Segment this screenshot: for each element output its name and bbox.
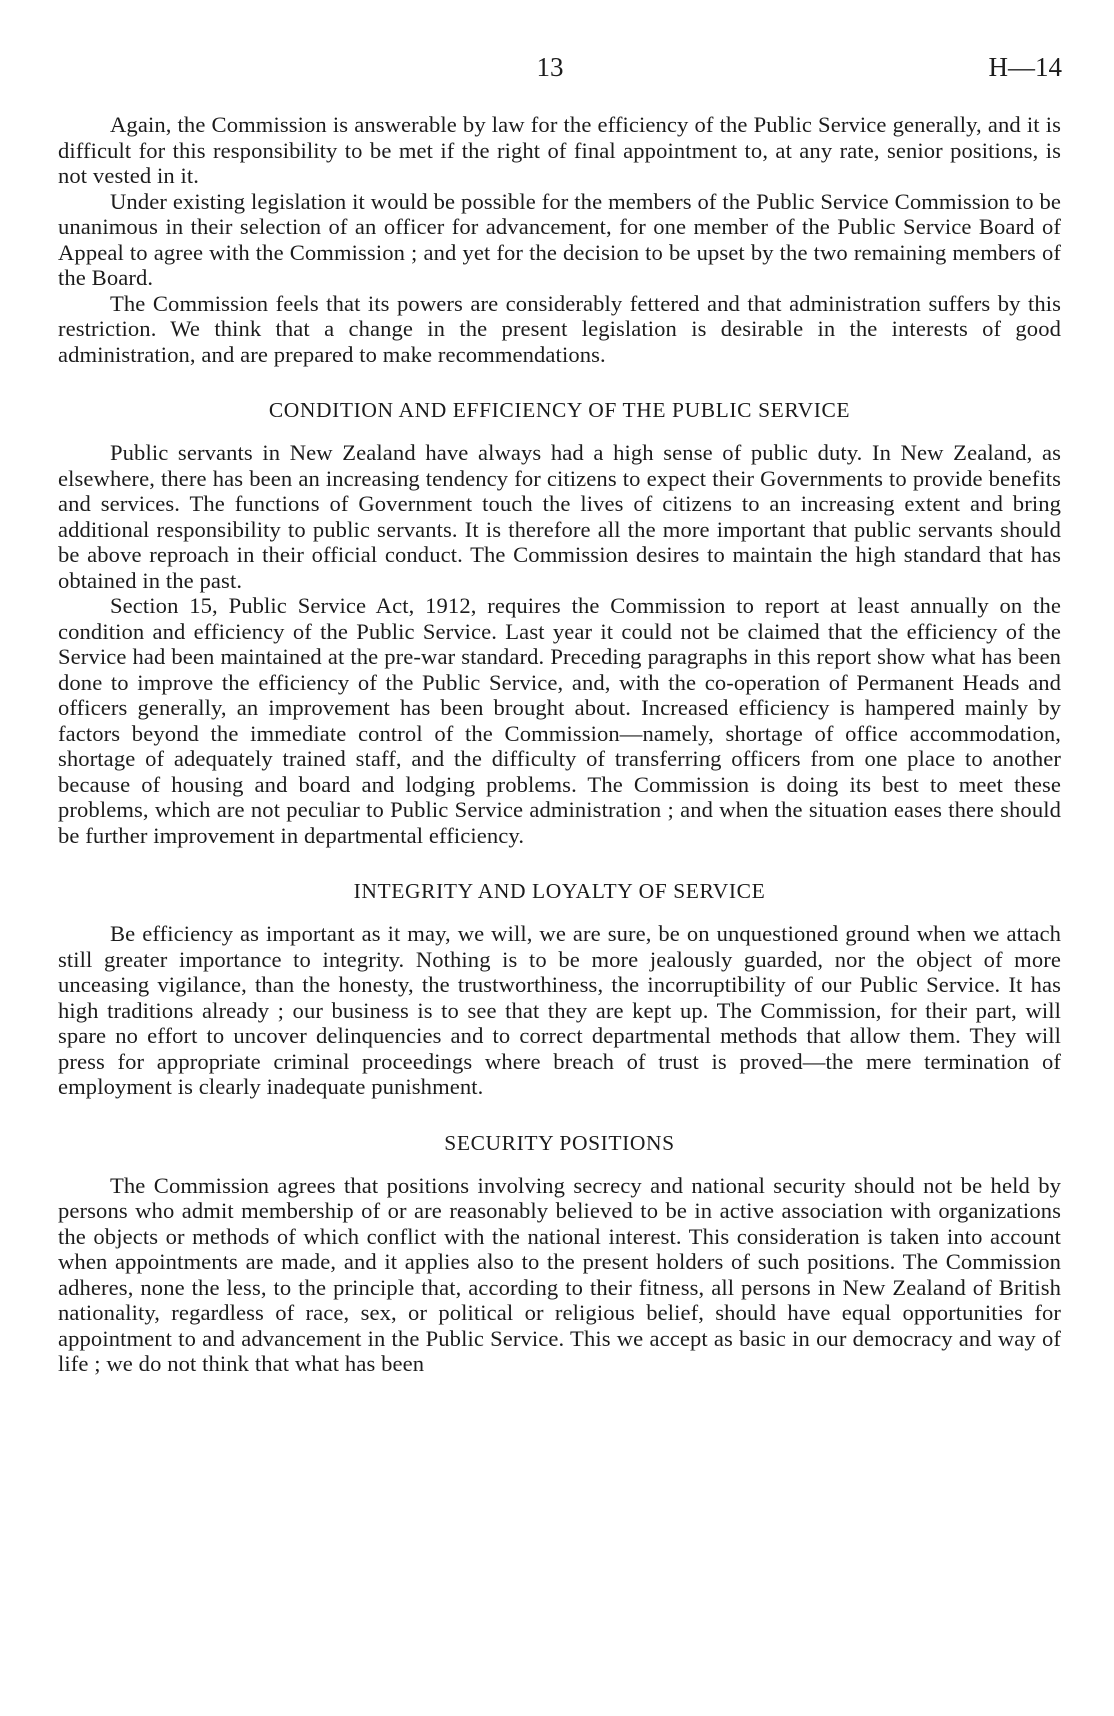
section-integrity-loyalty xyxy=(58,862,1061,1100)
document-reference: H—14 xyxy=(988,52,1062,82)
section-heading: SECURITY POSITIONS xyxy=(444,1130,675,1155)
paragraph: Public servants in New Zealand have always had a high sense of public duty. In New Zealand, as elsewhere, there has been an increasing tendency for citizens to expect their Governments to provide benefits and services. The functions of Government touch the lives of citizens to an increasing extent and bring additional responsibility to public servants. It is therefore all the more important that public servants should be above reproach in their official conduct. The Commission desires to maintain the high standard that has obtained in the past. xyxy=(58,440,1061,593)
page-number: 13 xyxy=(536,52,564,82)
report-body xyxy=(58,112,1061,1377)
section-heading: INTEGRITY AND LOYALTY OF SERVICE xyxy=(353,879,766,903)
section-heading: CONDITION AND EFFICIENCY OF THE PUBLIC SERVICE xyxy=(268,398,851,422)
paragraph: Section 15, Public Service Act, 1912, requires the Commission to report at least annually on the condition and efficiency of the Public Service. Last year it could not be claimed that the efficiency of the Service had been maintained at the pre-war standard. Preceding paragraphs in this report show what has been done to improve the efficiency of the Public Service, and, with the co-operation of Permanent Heads and officers generally, an improvement has been brought about. Increased efficiency is hampered mainly by factors beyond the immediate control of the Commission—namely, shortage of office accommodation, shortage of adequately trained staff, and the difficulty of transferring officers from one place to another because of housing and board and lodging problems. The Commission is doing its best to meet these problems, which are not peculiar to Public Service administration ; and when the situation eases there should be further improvement in departmental efficiency. xyxy=(58,593,1061,848)
paragraph: The Commission feels that its powers are considerably fettered and that administration suffers by this restriction. We think that a change in the present legislation is desirable in the interests of good administration, and are prepared to make recommendations. xyxy=(58,290,1061,367)
paragraph: Again, the Commission is answerable by law for the efficiency of the Public Service generally, and it is difficult for this responsibility to be met if the right of final appointment to, at any rate, senior positions, is not vested in it. xyxy=(58,112,1061,188)
section-security-positions xyxy=(58,1114,1061,1377)
page-header xyxy=(0,52,1114,92)
section-appointment-powers xyxy=(58,112,1061,367)
paragraph: The Commission agrees that positions involving secrecy and national security should not be held by persons who admit membership of or are reasonably believed to be in active association with organizations the objects or methods of which conflict with the national interest. This consideration is taken into account when appointments are made, and it applies also to the present holders of such positions. The Commission adheres, none the less, to the principle that, according to their fitness, all persons in New Zealand of British nationality, regardless of race, sex, or political or religious belief, should have equal opportunities for appointment to and advancement in the Public Service. This we accept as basic in our democracy and way of life ; we do not think that what has been xyxy=(58,1172,1061,1376)
section-condition-efficiency xyxy=(58,381,1061,848)
paragraph: Be efficiency as important as it may, we will, we are sure, be on unquestioned ground when we attach still greater importance to integrity. Nothing is to be more jealously guarded, nor the object of more unceasing vigilance, than the honesty, the trustworthiness, the incorruptibility of our Public Service. It has high traditions already ; our business is to see that they are kept up. The Commission, for their part, will spare no effort to uncover delinquencies and to correct departmental methods that allow them. They will press for appropriate criminal proceedings where breach of trust is proved—the mere termination of employment is clearly inadequate punishment. xyxy=(58,921,1061,1099)
paragraph: Under existing legislation it would be possible for the members of the Public Service Commission to be unanimous in their selection of an officer for advancement, for one member of the Public Service Board of Appeal to agree with the Commission ; and yet for the decision to be upset by the two remaining members of the Board. xyxy=(58,188,1061,290)
